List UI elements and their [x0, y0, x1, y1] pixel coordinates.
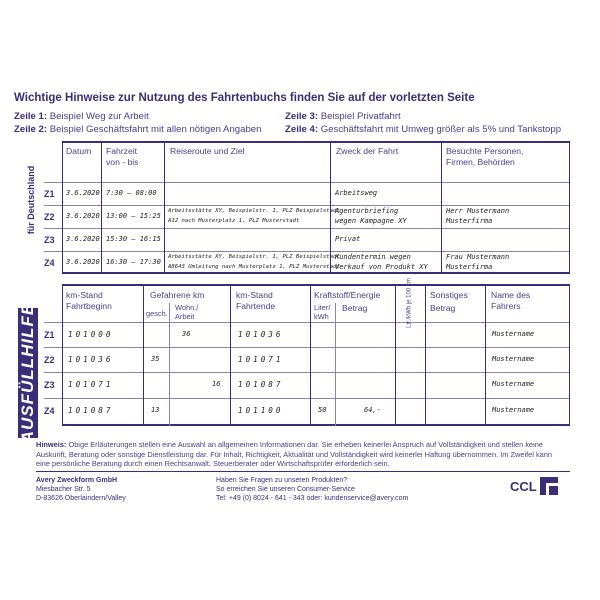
- footer-address: [36, 476, 126, 503]
- row-label: Z2: [44, 355, 55, 365]
- cell-zweck: Verkauf von Produkt XY: [335, 263, 428, 271]
- header-gesch: gesch.: [146, 309, 168, 318]
- cell-zeit: 16:30 – 17:30: [106, 258, 161, 266]
- header-datum: Datum: [66, 146, 92, 156]
- cell-fahrer: Mustername: [492, 330, 535, 338]
- header-fahrzeit: Fahrzeit: [106, 146, 138, 156]
- header-km-beginn: km-Stand: [66, 290, 103, 300]
- cell-km-ende: 101036: [238, 330, 284, 339]
- row-label: Z1: [44, 189, 55, 199]
- header-ltr-100: Ltr./kWh je 100 km: [406, 278, 413, 328]
- cell-zweck: Kundentermin wegen: [335, 253, 411, 261]
- cell-personen: Musterfirma: [446, 217, 493, 225]
- footer-company: Avery Zweckform GmbH: [36, 477, 118, 484]
- row-label: Z2: [44, 212, 55, 222]
- cell-wohn: 16: [212, 380, 221, 388]
- row-label: Z4: [44, 258, 55, 268]
- header-wohn-2: Arbeit: [175, 312, 195, 321]
- header-km-ende-2: Fahrtende: [236, 301, 276, 311]
- header-gefahren: Gefahrene km: [150, 290, 205, 300]
- cell-km-ende: 101100: [238, 406, 284, 415]
- row-label: Z3: [44, 235, 55, 245]
- header-sonstiges-betrag: Betrag: [430, 303, 456, 313]
- cell-km-beginn: 101087: [68, 406, 114, 415]
- header-personen-2: Firmen, Behörden: [446, 157, 515, 167]
- cell-zeit: 15:30 – 16:15: [106, 235, 161, 243]
- cell-datum: 3.6.2020: [66, 212, 100, 220]
- logo-text: CCL: [510, 478, 537, 494]
- cell-km-ende: 101071: [238, 355, 284, 364]
- cell-zweck: wegen Kampagne XY: [335, 217, 407, 225]
- header-fahrer-2: Fahrers: [491, 301, 521, 311]
- header-liter: Liter/: [314, 303, 331, 312]
- cell-datum: 3.6.2020: [66, 189, 100, 197]
- page-title: Wichtige Hinweise zur Nutzung des Fahrtenbuchs finden Sie auf der vorletzten Seite: [14, 92, 475, 104]
- footer-city: D-83626 Oberlaindern/Valley: [36, 495, 126, 502]
- cell-wohn: 36: [182, 330, 191, 338]
- header-km-beginn-2: Fahrtbeginn: [66, 301, 112, 311]
- legal-note: Hinweis: Obige Erläuterungen stellen eine Auswahl an allgemeinen Informationen dar. Sie erheben keinerlei Anspruch auf Vollständigkeit und stellen keine Auskunft, Beratung oder sonstige Dienstleistung dar. Für Inhalt, Richtigkeit, Aktualität und Vollständigkeit wird keinerlei Haftung übernommen. Im Zweifel kann eine persönliche Beratung durch einen Rechtsanwalt, Steuerberater oder Wirtschaftsprüfer erforderlich sein.: [36, 440, 552, 469]
- logo-mark-icon: [540, 477, 558, 495]
- cell-km-ende: 101087: [238, 380, 284, 389]
- cell-zeit: 7:30 – 08:00: [106, 189, 157, 197]
- hint-zeile-2: Zeile 2: Beispiel Geschäftsfahrt mit allen nötigen Angaben: [14, 124, 262, 135]
- side-banner-text: AUSFÜLLHILFE: [18, 302, 37, 444]
- cell-zeit: 13:00 – 15:25: [106, 212, 161, 220]
- ccl-logo: [510, 477, 558, 495]
- cell-fahrer: Mustername: [492, 406, 535, 414]
- cell-gesch: 35: [151, 355, 160, 363]
- header-liter-2: kWh: [314, 312, 329, 321]
- header-reiseroute: Reiseroute und Ziel: [170, 146, 245, 156]
- cell-betrag: 64,-: [364, 406, 381, 414]
- header-fahrer: Name des: [491, 290, 531, 300]
- footer-phone-email: Tel: +49 (0) 8024 - 641 - 343 oder: kundenservice@avery.com: [216, 495, 409, 502]
- cell-route: Arbeitsstätte XY, Beispielstr. 1, PLZ Beispielstadt: [168, 254, 340, 260]
- cell-personen: Musterfirma: [446, 263, 493, 271]
- cell-route: Arbeitsstätte XY, Beispielstr. 1, PLZ Beispielstadt: [168, 208, 340, 214]
- cell-personen: Frau Mustermann: [446, 253, 510, 261]
- hint-zeile-4: Zeile 4: Geschäftsfahrt mit Umweg größer als 5% und Tankstopp: [285, 124, 562, 135]
- header-fahrzeit-von-bis: von - bis: [106, 157, 139, 167]
- cell-zweck: Arbeitsweg: [335, 189, 378, 197]
- cell-km-beginn: 101071: [68, 380, 114, 389]
- cell-liter: 50: [318, 406, 327, 414]
- cell-fahrer: Mustername: [492, 380, 535, 388]
- header-personen: Besuchte Personen,: [446, 146, 524, 156]
- hint-zeile-3: Zeile 3: Beispiel Privatfahrt: [285, 111, 401, 122]
- footer-service: So erreichen Sie unseren Consumer-Service: [216, 486, 355, 493]
- cell-datum: 3.6.2020: [66, 258, 100, 266]
- header-betrag: Betrag: [342, 303, 368, 313]
- cell-fahrer: Mustername: [492, 355, 535, 363]
- row-label: Z4: [44, 406, 55, 416]
- row-label: Z1: [44, 330, 55, 340]
- header-sonstiges: Sonstiges: [430, 290, 468, 300]
- cell-datum: 3.6.2020: [66, 235, 100, 243]
- cell-zweck: Privat: [335, 235, 361, 243]
- cell-zweck: Agenturbriefing: [335, 207, 399, 215]
- cell-personen: Herr Mustermann: [446, 207, 510, 215]
- cell-km-beginn: 101036: [68, 355, 114, 364]
- header-zweck: Zweck der Fahrt: [336, 146, 399, 156]
- cell-route: A8643 Umleitung nach Musterplatz 1, PLZ Musterstadt: [168, 264, 340, 270]
- header-wohn: Wohn./: [175, 303, 199, 312]
- header-km-ende: km-Stand: [236, 290, 273, 300]
- hint-zeile-1: Zeile 1: Beispiel Weg zur Arbeit: [14, 111, 149, 122]
- header-kraftstoff: Kraftstoff/Energie: [314, 290, 381, 300]
- side-banner-subtitle: für Deutschland: [26, 165, 36, 235]
- row-label: Z3: [44, 380, 55, 390]
- footer-question: Haben Sie Fragen zu unseren Produkten?: [216, 477, 348, 484]
- footer-contact: [216, 476, 408, 503]
- cell-gesch: 13: [151, 406, 160, 414]
- cell-km-beginn: 101000: [68, 330, 114, 339]
- cell-route: A12 nach Musterplatz 1, PLZ Musterstadt: [168, 218, 300, 224]
- footer-street: Miesbacher Str. 5: [36, 486, 91, 493]
